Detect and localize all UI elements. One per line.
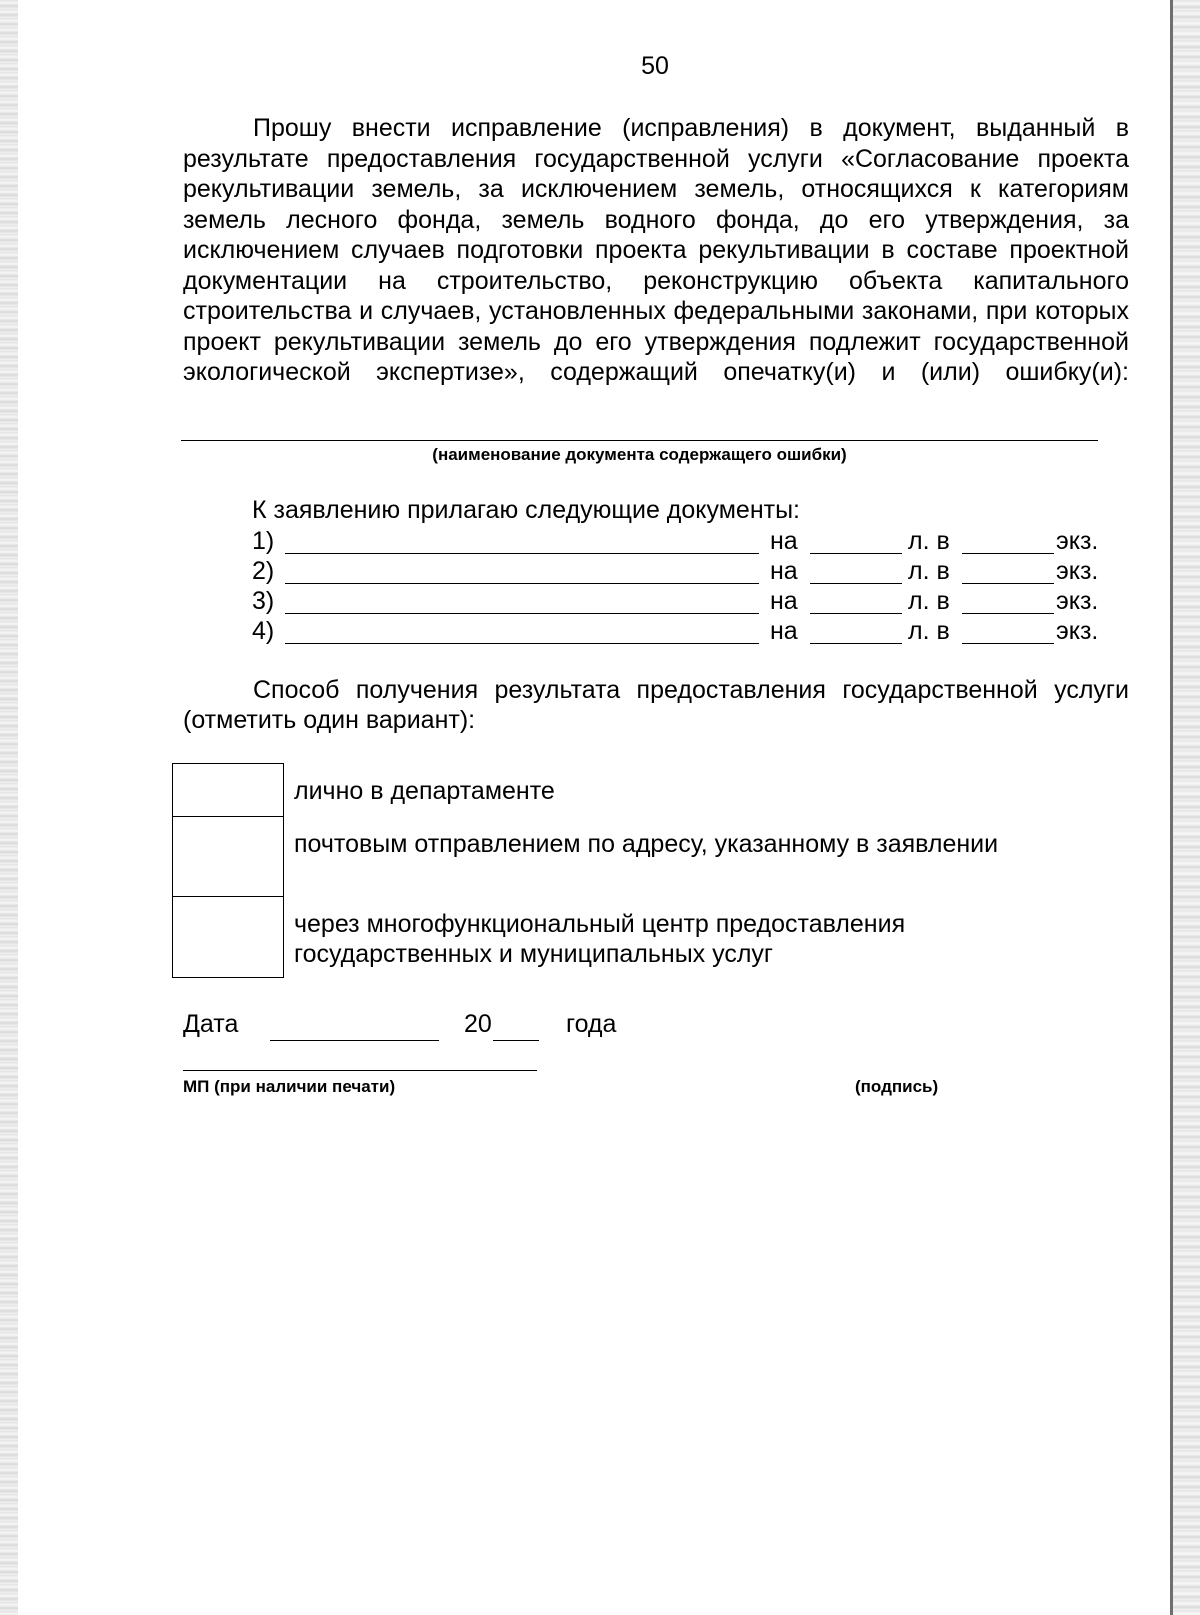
year-word: года xyxy=(566,1010,617,1038)
stamp-caption: МП (при наличии печати) xyxy=(183,1077,396,1096)
attachment-number: 4) xyxy=(252,617,275,645)
date-label: Дата xyxy=(183,1010,239,1038)
attachment-row xyxy=(252,526,1112,556)
attachment-copies-label: экз. xyxy=(1056,527,1099,555)
attachment-number: 2) xyxy=(252,557,275,585)
attachment-copies-field[interactable] xyxy=(962,613,1054,614)
signature-caption: (подпись) xyxy=(855,1077,939,1096)
page-number: 50 xyxy=(641,52,669,80)
scan-edge-left xyxy=(0,0,18,1615)
attachment-name-field[interactable] xyxy=(285,553,759,554)
attachment-sheets-label: л. в xyxy=(908,617,950,645)
attachment-copies-field[interactable] xyxy=(962,583,1054,584)
attachment-on-label: на xyxy=(770,587,798,615)
attachment-name-field[interactable] xyxy=(285,613,759,614)
document-name-caption: (наименование документа содержащего ошибки) xyxy=(432,445,847,464)
attachment-on-label: на xyxy=(770,617,798,645)
option-post-checkbox[interactable] xyxy=(172,816,284,898)
signature-field[interactable] xyxy=(183,1070,537,1071)
attachment-sheets-field[interactable] xyxy=(810,583,902,584)
attachment-name-field[interactable] xyxy=(285,583,759,584)
attachment-sheets-label: л. в xyxy=(908,587,950,615)
request-paragraph: Прошу внести исправление (исправления) в документ, выданный в результате предоставления государственной услуги «Согласование проекта рекультивации земель, за исключением земель, относящихся к категориям земель лесного фонда, земель водного фонда, до его утверждения, за исключением случаев подготовки проекта рекультивации в составе проектной документации на строительство, реконструкцию объекта капитального строительства и случаев, установленных федеральными законами, при которых проект рекультивации земель до его утверждения подлежит государственной экологической экспертизе», содержащий опечатку(и) и (или) ошибку(и): xyxy=(183,114,1129,386)
attachment-number: 3) xyxy=(252,587,275,615)
attachment-number: 1) xyxy=(252,527,275,555)
attachment-on-label: на xyxy=(770,527,798,555)
option-post-label: почтовым отправлением по адресу, указанному в заявлении xyxy=(294,830,999,858)
attachment-row xyxy=(252,616,1112,646)
attachment-sheets-label: л. в xyxy=(908,557,950,585)
option-in-person-label: лично в департаменте xyxy=(294,777,555,805)
attachments-title: К заявлению прилагаю следующие документы: xyxy=(252,496,800,524)
option-mfc-checkbox[interactable] xyxy=(172,896,284,978)
attachment-copies-label: экз. xyxy=(1056,617,1099,645)
attachment-row xyxy=(252,586,1112,616)
option-mfc-label: через многофункциональный центр предоставления государственных и муниципальных услуг xyxy=(294,910,906,968)
document-name-field[interactable] xyxy=(181,440,1098,441)
scan-edge-right xyxy=(1170,0,1200,1615)
attachment-copies-field[interactable] xyxy=(962,553,1054,554)
option-in-person-checkbox[interactable] xyxy=(172,763,284,817)
attachment-sheets-field[interactable] xyxy=(810,643,902,644)
attachment-on-label: на xyxy=(770,557,798,585)
attachment-name-field[interactable] xyxy=(285,643,759,644)
attachment-row xyxy=(252,556,1112,586)
attachment-copies-label: экз. xyxy=(1056,557,1099,585)
date-field[interactable] xyxy=(270,1040,439,1041)
delivery-method-text: Способ получения результата предоставления государственной услуги (отметить один вариант): xyxy=(183,676,1129,734)
year-field[interactable] xyxy=(493,1040,539,1041)
year-prefix: 20 xyxy=(464,1010,492,1038)
attachment-copies-label: экз. xyxy=(1056,587,1099,615)
attachment-sheets-label: л. в xyxy=(908,527,950,555)
attachment-sheets-field[interactable] xyxy=(810,553,902,554)
attachment-copies-field[interactable] xyxy=(962,643,1054,644)
attachment-sheets-field[interactable] xyxy=(810,613,902,614)
